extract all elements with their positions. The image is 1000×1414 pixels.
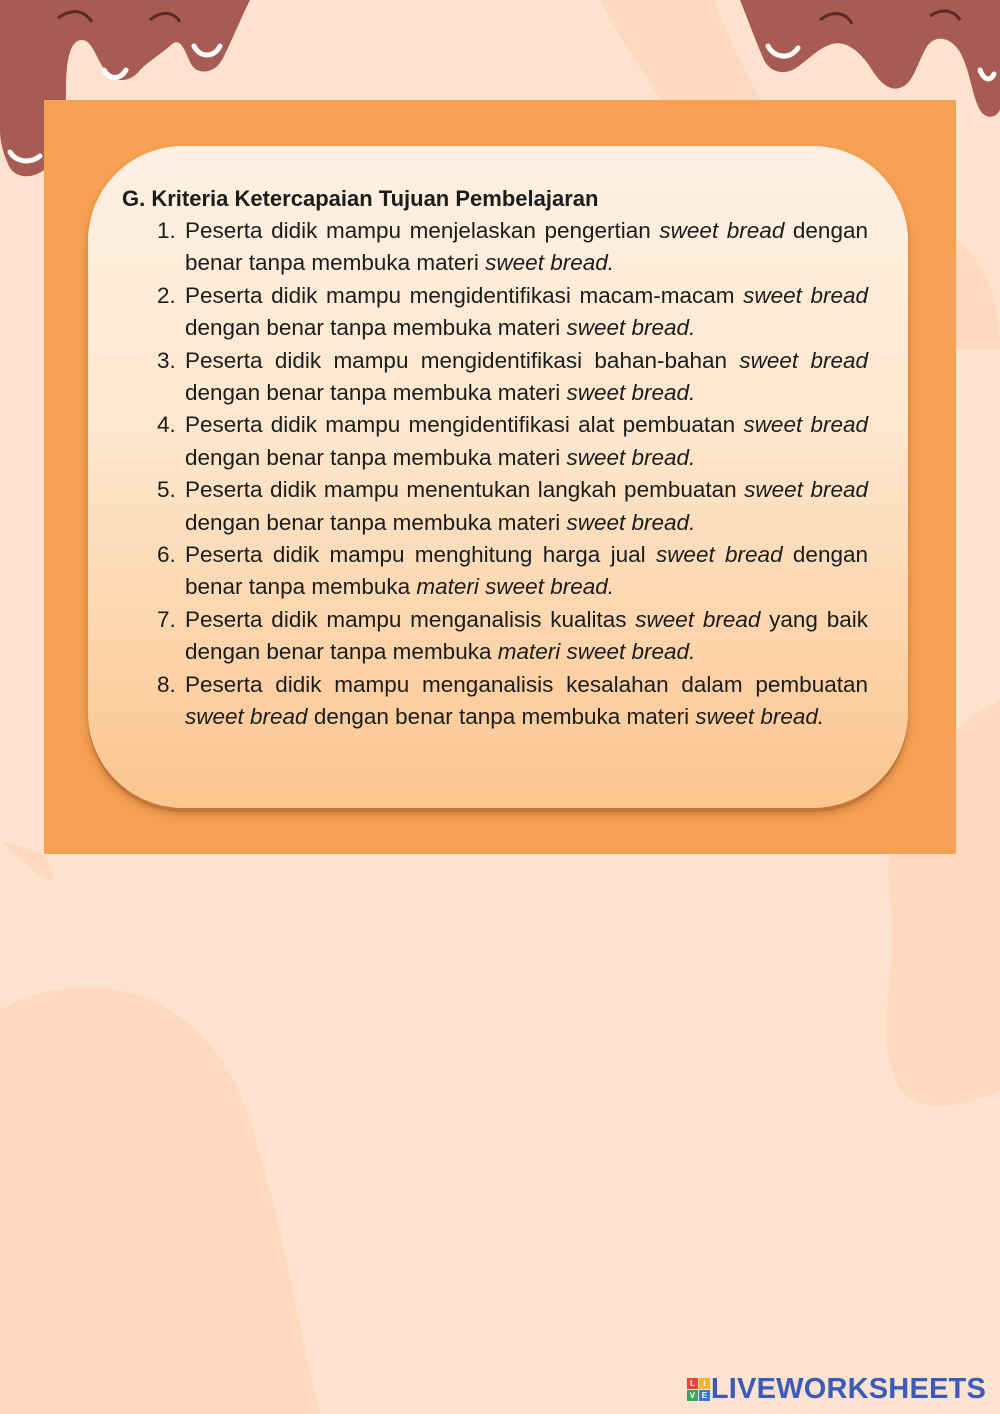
item-text-part: Peserta didik mampu menganalisis kualitas xyxy=(185,606,636,632)
item-text-part: Peserta didik mampu mengidentifikasi bahan-bahan xyxy=(185,347,740,373)
item-number-label: 3. xyxy=(157,347,176,373)
item-number xyxy=(122,409,185,441)
section-heading: G. Kriteria Ketercapaian Tujuan Pembelajaran xyxy=(122,186,599,211)
item-text xyxy=(185,474,868,539)
criteria-item xyxy=(122,474,868,539)
item-number xyxy=(122,280,185,312)
item-text-part: Peserta didik mampu menghitung harga jual xyxy=(185,542,656,568)
item-text xyxy=(185,409,868,474)
item-text-italic: sweet bread xyxy=(185,704,308,730)
item-text-part: dengan benar tanpa membuka materi xyxy=(185,509,567,535)
criteria-item xyxy=(122,604,868,669)
item-text-italic: sweet bread. xyxy=(485,250,614,276)
item-number xyxy=(122,669,185,701)
brand-name: LIVEWORKSHEETS xyxy=(710,1372,986,1405)
item-text-italic: sweet bread xyxy=(635,606,761,632)
item-text-part: dengan benar tanpa membuka materi xyxy=(307,704,696,730)
item-text-italic: sweet bread xyxy=(743,282,868,308)
criteria-item xyxy=(122,669,868,734)
item-number xyxy=(122,345,185,377)
item-text-italic: sweet bread. xyxy=(566,444,696,470)
item-text-part: Peserta didik mampu menjelaskan pengertian xyxy=(185,218,660,243)
item-text-italic: sweet bread. xyxy=(566,380,696,406)
item-number xyxy=(122,604,185,636)
logo-letter: E xyxy=(699,1390,710,1401)
item-text xyxy=(185,669,868,734)
item-number-label: 6. xyxy=(157,542,176,568)
item-text-part: dengan benar tanpa membuka materi xyxy=(185,218,868,276)
item-number xyxy=(122,215,185,247)
item-number-label: 1. xyxy=(157,218,176,243)
item-text-part: Peserta didik mampu menentukan langkah pembuatan xyxy=(185,477,745,503)
criteria-item xyxy=(122,539,868,604)
item-text-part: dengan benar tanpa membuka materi xyxy=(185,380,567,406)
item-text-italic: sweet bread xyxy=(655,542,783,568)
criteria-item xyxy=(122,409,868,474)
criteria-item xyxy=(122,345,868,410)
item-text-part: Peserta didik mampu mengidentifikasi macam-macam xyxy=(185,282,744,308)
item-text xyxy=(185,215,868,280)
item-number-label: 8. xyxy=(157,671,176,697)
criteria-item xyxy=(122,215,868,280)
item-text-italic: materi sweet bread. xyxy=(497,639,696,665)
background-blob xyxy=(0,987,320,1414)
item-text xyxy=(185,345,868,410)
item-text-part: yang baik dengan benar tanpa membuka xyxy=(185,606,868,665)
criteria-section xyxy=(122,184,868,734)
item-text-part: Peserta didik mampu menganalisis kesalahan dalam pembuatan xyxy=(185,671,868,697)
item-number-label: 2. xyxy=(157,282,176,308)
criteria-item xyxy=(122,280,868,345)
item-number-label: 4. xyxy=(157,412,176,438)
logo-letter: I xyxy=(699,1378,710,1389)
item-text-italic: sweet bread. xyxy=(695,704,825,730)
item-text-italic: sweet bread xyxy=(659,218,785,243)
item-number-label: 7. xyxy=(157,606,176,632)
item-text-part: Peserta didik mampu mengidentifikasi alat pembuatan xyxy=(185,412,744,438)
background-blob xyxy=(956,240,1000,350)
item-number-label: 5. xyxy=(157,477,176,503)
item-text-italic: sweet bread xyxy=(744,477,869,503)
item-text-italic: materi sweet bread. xyxy=(416,574,614,600)
criteria-list xyxy=(122,215,868,734)
item-text xyxy=(185,539,868,604)
item-text-part: dengan benar tanpa membuka xyxy=(185,542,868,600)
item-text-italic: sweet bread. xyxy=(566,509,696,535)
item-number xyxy=(122,539,185,571)
item-text-part: dengan benar tanpa membuka materi xyxy=(185,315,567,341)
item-text-italic: sweet bread xyxy=(743,412,868,438)
item-text-italic: sweet bread xyxy=(739,347,868,373)
background-blob xyxy=(600,0,760,100)
item-number xyxy=(122,474,185,506)
logo-letter: L xyxy=(687,1378,698,1389)
item-text xyxy=(185,604,868,669)
item-text xyxy=(185,280,868,345)
liveworksheets-footer[interactable] xyxy=(687,1371,986,1407)
item-text-italic: sweet bread. xyxy=(566,315,696,341)
item-text-part: dengan benar tanpa membuka materi xyxy=(185,444,567,470)
liveworksheets-logo-icon xyxy=(687,1378,709,1400)
logo-letter: V xyxy=(687,1390,698,1401)
